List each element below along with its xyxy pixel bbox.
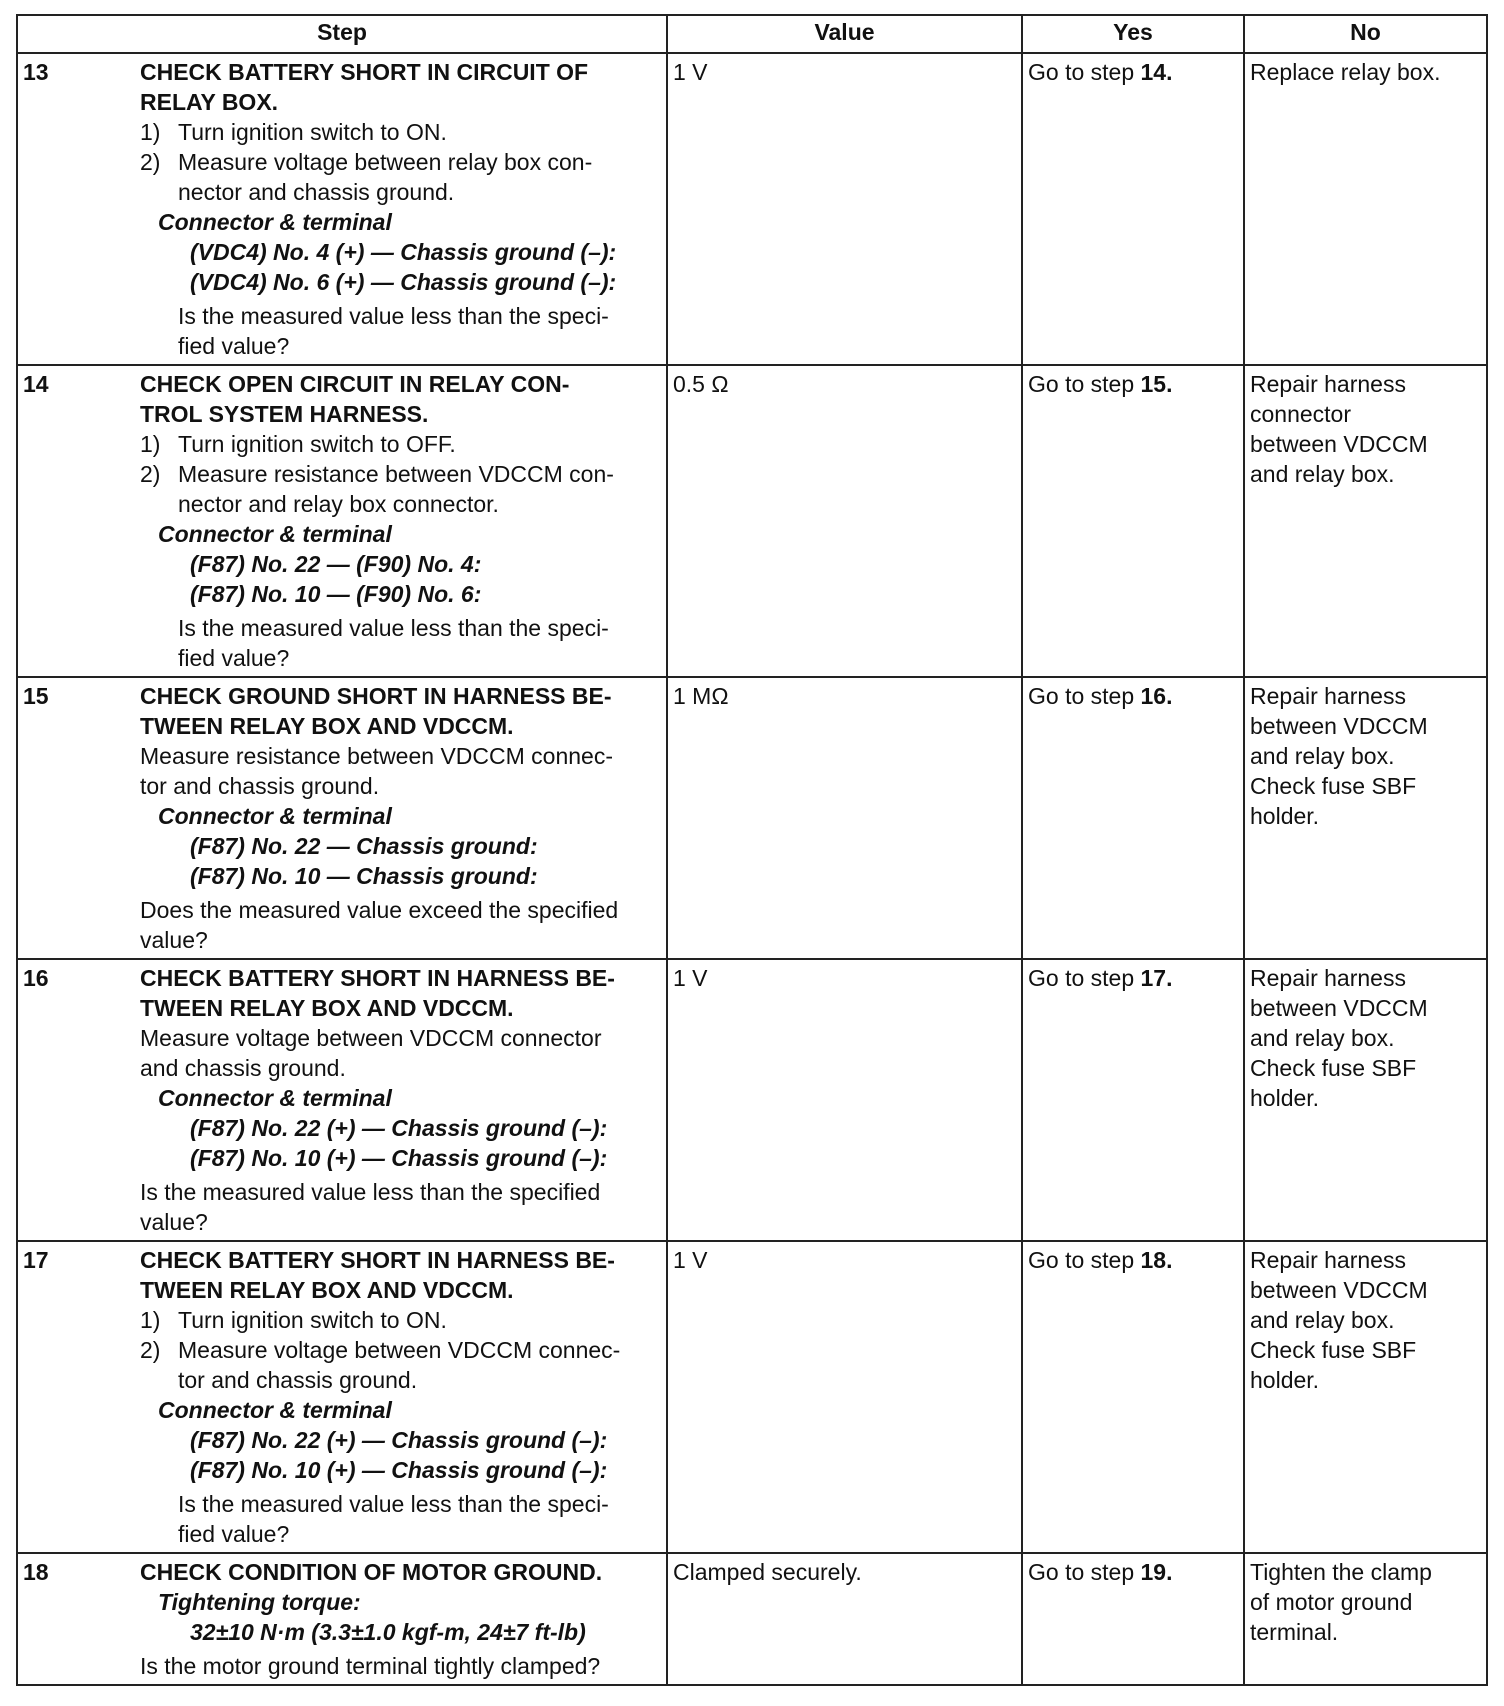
no-line: and relay box. xyxy=(1250,1307,1395,1333)
value-cell: 1 MΩ xyxy=(667,677,1022,959)
table-row xyxy=(17,365,1487,677)
step-list-line xyxy=(140,147,661,177)
step-list-line xyxy=(140,117,661,147)
connector-terminal-label: Connector & terminal xyxy=(158,803,392,829)
step-body xyxy=(140,57,661,361)
list-marker xyxy=(140,177,178,207)
step-body xyxy=(140,681,661,955)
no-line: Replace relay box. xyxy=(1250,59,1441,85)
value-cell: 1 V xyxy=(667,53,1022,365)
yes-prefix: Go to step xyxy=(1028,1559,1141,1585)
no-line: holder. xyxy=(1250,1367,1320,1393)
list-text: tor and chassis ground. xyxy=(178,1367,418,1393)
step-number: 18 xyxy=(23,1559,49,1585)
step-list-line xyxy=(140,177,661,207)
step-cell xyxy=(17,959,667,1241)
question-line: fied value? xyxy=(178,645,290,671)
yes-step-ref: 18. xyxy=(1140,1247,1173,1273)
question-line: value? xyxy=(140,927,208,953)
step-number: 16 xyxy=(23,965,49,991)
connector-terminal-line: 32±10 N·m (3.3±1.0 kgf-m, 24±7 ft-lb) xyxy=(190,1619,586,1645)
connector-terminal-line: (F87) No. 22 — (F90) No. 4: xyxy=(190,551,482,577)
step-cell xyxy=(17,1553,667,1685)
list-marker: 2) xyxy=(140,149,161,175)
no-line: between VDCCM xyxy=(1250,1277,1428,1303)
value-cell: 1 V xyxy=(667,1241,1022,1553)
table-row xyxy=(17,677,1487,959)
question-line: fied value? xyxy=(178,1521,290,1547)
connector-terminal-line: (VDC4) No. 4 (+) — Chassis ground (–): xyxy=(190,239,617,265)
step-intro-line: and chassis ground. xyxy=(140,1055,346,1081)
step-title-line: RELAY BOX. xyxy=(140,89,279,115)
step-body xyxy=(140,1245,661,1549)
step-cell xyxy=(17,677,667,959)
connector-terminal-line: (VDC4) No. 6 (+) — Chassis ground (–): xyxy=(190,269,617,295)
no-line: terminal. xyxy=(1250,1619,1339,1645)
step-number: 14 xyxy=(23,371,49,397)
list-marker: 1) xyxy=(140,431,161,457)
question-line: Is the motor ground terminal tightly clamped? xyxy=(140,1653,601,1679)
header-value: Value xyxy=(667,15,1022,53)
connector-terminal-label: Connector & terminal xyxy=(158,209,392,235)
connector-terminal-line: (F87) No. 22 (+) — Chassis ground (–): xyxy=(190,1115,608,1141)
no-line: Check fuse SBF xyxy=(1250,1337,1417,1363)
no-line: Repair harness xyxy=(1250,371,1406,397)
header-step: Step xyxy=(17,15,667,53)
value-cell: 1 V xyxy=(667,959,1022,1241)
step-body xyxy=(140,1557,661,1681)
list-marker: 1) xyxy=(140,119,161,145)
no-cell xyxy=(1244,1241,1487,1553)
step-content xyxy=(23,1245,661,1549)
yes-prefix: Go to step xyxy=(1028,371,1141,397)
yes-cell xyxy=(1022,677,1244,959)
header-row xyxy=(17,15,1487,53)
step-title-line: CHECK BATTERY SHORT IN HARNESS BE- xyxy=(140,965,615,991)
step-title-line: TWEEN RELAY BOX AND VDCCM. xyxy=(140,713,514,739)
yes-prefix: Go to step xyxy=(1028,1247,1141,1273)
no-line: of motor ground xyxy=(1250,1589,1413,1615)
question-line: fied value? xyxy=(178,333,290,359)
step-question xyxy=(140,1177,661,1237)
value-cell: 0.5 Ω xyxy=(667,365,1022,677)
table-row xyxy=(17,53,1487,365)
list-text: Measure resistance between VDCCM con- xyxy=(178,461,614,487)
header-no: No xyxy=(1244,15,1487,53)
step-list-line xyxy=(140,1365,661,1395)
question-line: value? xyxy=(140,1209,208,1235)
value-cell: Clamped securely. xyxy=(667,1553,1022,1685)
yes-step-ref: 17. xyxy=(1140,965,1173,991)
step-intro-line: tor and chassis ground. xyxy=(140,773,380,799)
step-question xyxy=(140,1651,661,1681)
step-list-line xyxy=(140,1305,661,1335)
question-line: Is the measured value less than the speci- xyxy=(178,615,609,641)
table-body xyxy=(17,53,1487,1685)
step-cell xyxy=(17,365,667,677)
no-line: Repair harness xyxy=(1250,965,1406,991)
connector-terminal-line: (F87) No. 22 — Chassis ground: xyxy=(190,833,538,859)
no-line: Tighten the clamp xyxy=(1250,1559,1432,1585)
no-line: between VDCCM xyxy=(1250,431,1428,457)
connector-terminal-line: (F87) No. 10 (+) — Chassis ground (–): xyxy=(190,1145,608,1171)
connector-terminal-line: (F87) No. 10 — (F90) No. 6: xyxy=(190,581,482,607)
step-list-line xyxy=(140,1335,661,1365)
list-text: nector and chassis ground. xyxy=(178,179,455,205)
no-line: and relay box. xyxy=(1250,461,1395,487)
step-question xyxy=(140,1489,661,1549)
yes-step-ref: 16. xyxy=(1140,683,1173,709)
no-line: holder. xyxy=(1250,1085,1320,1111)
list-text: nector and relay box connector. xyxy=(178,491,499,517)
no-line: Repair harness xyxy=(1250,683,1406,709)
no-line: and relay box. xyxy=(1250,743,1395,769)
list-marker: 2) xyxy=(140,461,161,487)
step-title-line: TROL SYSTEM HARNESS. xyxy=(140,401,429,427)
yes-cell xyxy=(1022,959,1244,1241)
step-body xyxy=(140,963,661,1237)
connector-terminal-line: (F87) No. 22 (+) — Chassis ground (–): xyxy=(190,1427,608,1453)
step-list-line xyxy=(140,459,661,489)
step-question xyxy=(140,613,661,673)
connector-terminal-line: (F87) No. 10 (+) — Chassis ground (–): xyxy=(190,1457,608,1483)
yes-step-ref: 19. xyxy=(1140,1559,1173,1585)
header-yes: Yes xyxy=(1022,15,1244,53)
question-line: Is the measured value less than the specified xyxy=(140,1179,601,1205)
no-line: between VDCCM xyxy=(1250,713,1428,739)
step-content xyxy=(23,369,661,673)
step-intro-line: Measure resistance between VDCCM connec- xyxy=(140,743,613,769)
step-cell xyxy=(17,1241,667,1553)
diagnostic-table xyxy=(16,14,1488,1686)
list-marker: 2) xyxy=(140,1337,161,1363)
no-line: between VDCCM xyxy=(1250,995,1428,1021)
list-marker xyxy=(140,1365,178,1395)
no-line: Check fuse SBF xyxy=(1250,1055,1417,1081)
question-line: Does the measured value exceed the specified xyxy=(140,897,619,923)
no-cell xyxy=(1244,677,1487,959)
connector-terminal-label: Connector & terminal xyxy=(158,521,392,547)
connector-terminal-label: Connector & terminal xyxy=(158,1085,392,1111)
question-line: Is the measured value less than the speci- xyxy=(178,1491,609,1517)
no-line: and relay box. xyxy=(1250,1025,1395,1051)
yes-prefix: Go to step xyxy=(1028,59,1141,85)
step-content xyxy=(23,1557,661,1681)
step-title-line: CHECK BATTERY SHORT IN CIRCUIT OF xyxy=(140,59,589,85)
yes-prefix: Go to step xyxy=(1028,965,1141,991)
no-line: Repair harness xyxy=(1250,1247,1406,1273)
table-row xyxy=(17,959,1487,1241)
list-text: Measure voltage between relay box con- xyxy=(178,149,593,175)
yes-cell xyxy=(1022,1553,1244,1685)
step-list-line xyxy=(140,429,661,459)
list-text: Turn ignition switch to ON. xyxy=(178,1307,447,1333)
no-cell xyxy=(1244,53,1487,365)
question-line: Is the measured value less than the speci- xyxy=(178,303,609,329)
step-content xyxy=(23,963,661,1237)
table-row xyxy=(17,1553,1487,1685)
step-number: 15 xyxy=(23,683,49,709)
step-number: 17 xyxy=(23,1247,49,1273)
step-title-line: CHECK CONDITION OF MOTOR GROUND. xyxy=(140,1559,603,1585)
no-line: holder. xyxy=(1250,803,1320,829)
no-cell xyxy=(1244,365,1487,677)
step-body xyxy=(140,369,661,673)
step-question xyxy=(140,895,661,955)
no-cell xyxy=(1244,1553,1487,1685)
step-title-line: CHECK BATTERY SHORT IN HARNESS BE- xyxy=(140,1247,615,1273)
step-list-line xyxy=(140,489,661,519)
connector-terminal-label: Connector & terminal xyxy=(158,1397,392,1423)
list-marker: 1) xyxy=(140,1307,161,1333)
step-title-line: TWEEN RELAY BOX AND VDCCM. xyxy=(140,1277,514,1303)
connector-terminal-line: (F87) No. 10 — Chassis ground: xyxy=(190,863,538,889)
step-cell xyxy=(17,53,667,365)
table-row xyxy=(17,1241,1487,1553)
step-number: 13 xyxy=(23,59,49,85)
no-line: connector xyxy=(1250,401,1352,427)
step-title-line: CHECK GROUND SHORT IN HARNESS BE- xyxy=(140,683,612,709)
yes-cell xyxy=(1022,1241,1244,1553)
step-intro-line: Measure voltage between VDCCM connector xyxy=(140,1025,602,1051)
yes-cell xyxy=(1022,365,1244,677)
connector-terminal-label: Tightening torque: xyxy=(158,1589,361,1615)
step-title-line: TWEEN RELAY BOX AND VDCCM. xyxy=(140,995,514,1021)
yes-cell xyxy=(1022,53,1244,365)
list-marker xyxy=(140,489,178,519)
list-text: Measure voltage between VDCCM connec- xyxy=(178,1337,621,1363)
yes-prefix: Go to step xyxy=(1028,683,1141,709)
no-cell xyxy=(1244,959,1487,1241)
step-question xyxy=(140,301,661,361)
yes-step-ref: 14. xyxy=(1140,59,1173,85)
yes-step-ref: 15. xyxy=(1140,371,1173,397)
step-content xyxy=(23,57,661,361)
list-text: Turn ignition switch to ON. xyxy=(178,119,447,145)
step-title-line: CHECK OPEN CIRCUIT IN RELAY CON- xyxy=(140,371,570,397)
step-content xyxy=(23,681,661,955)
list-text: Turn ignition switch to OFF. xyxy=(178,431,456,457)
no-line: Check fuse SBF xyxy=(1250,773,1417,799)
